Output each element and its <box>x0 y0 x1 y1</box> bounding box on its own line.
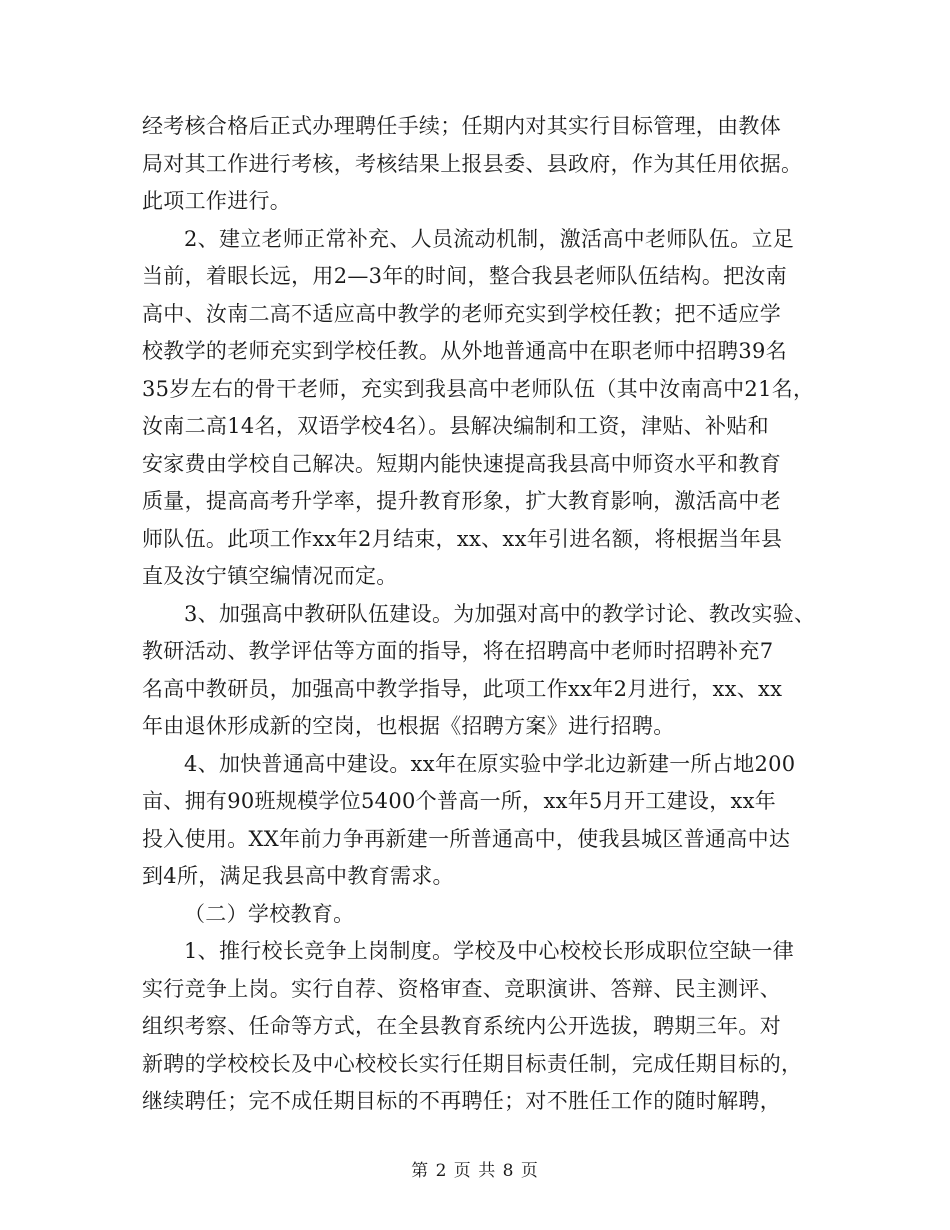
text-line: 1、推行校长竞争上岗制度。学校及中心校校长形成职位空缺一律 <box>184 939 795 963</box>
text-line: 投入使用。XX年前力争再新建一所普通高中，使我县城区普通高中达 <box>142 826 791 851</box>
text-line: 经考核合格后正式办理聘任手续；任期内对其实行目标管理，由教体 <box>142 114 781 138</box>
text-line: 到4所，满足我县高中教育需求。 <box>142 864 454 888</box>
text-line: 汝南二高14名，双语学校4名）。县解决编制和工资，津贴、补贴和 <box>142 414 769 438</box>
text-line: 35岁左右的骨干老师，充实到我县高中老师队伍（其中汝南高中21名， <box>142 376 815 401</box>
text-line: 3、加强高中教研队伍建设。为加强对高中的教学讨论、教改实验、 <box>184 601 816 626</box>
document-body <box>142 108 822 1121</box>
text-line: 当前，着眼长远，用2—3年的时间，整合我县老师队伍结构。把汝南 <box>142 264 788 288</box>
text-line: 4、加快普通高中建设。xx年在原实验中学北边新建一所占地200 <box>184 751 796 776</box>
text-line: 质量，提高高考升学率，提升教育形象，扩大教育影响，激活高中老 <box>142 489 781 513</box>
text-line: 局对其工作进行考核，考核结果上报县委、县政府，作为其任用依据。 <box>142 151 803 176</box>
text-line: 此项工作进行。 <box>142 189 292 213</box>
text-line: 2、建立老师正常补充、人员流动机制，激活高中老师队伍。立足 <box>184 226 795 251</box>
text-line: 实行竞争上岗。实行自荐、资格审查、竞职演讲、答辩、民主测评、 <box>142 976 781 1001</box>
text-line: 亩、拥有90班规模学位5400个普高一所，xx年5月开工建设，xx年 <box>142 789 777 813</box>
text-line: 校教学的老师充实到学校任教。从外地普通高中在职老师中招聘39名 <box>142 339 788 363</box>
text-line: 组织考察、任命等方式，在全县教育系统内公开选拔，聘期三年。对 <box>142 1014 781 1038</box>
text-line: 教研活动、教学评估等方面的指导，将在招聘高中老师时招聘补充7 <box>142 639 774 663</box>
text-line: 继续聘任；完不成任期目标的不再聘任；对不胜任工作的随时解聘， <box>142 1089 781 1113</box>
text-line: 年由退休形成新的空岗，也根据《招聘方案》进行招聘。 <box>142 714 675 738</box>
text-line: 安家费由学校自己解决。短期内能快速提高我县高中师资水平和教育 <box>142 451 781 476</box>
text-line: （二）学校教育。 <box>184 901 355 926</box>
text-line: 高中、汝南二高不适应高中教学的老师充实到学校任教；把不适应学 <box>142 301 781 326</box>
text-line: 名高中教研员，加强高中教学指导，此项工作xx年2月进行，xx、xx <box>142 676 783 701</box>
text-line: 新聘的学校校长及中心校校长实行任期目标责任制，完成任期目标的， <box>142 1051 803 1076</box>
text-line: 师队伍。此项工作xx年2月结束，xx、xx年引进名额，将根据当年县 <box>142 526 783 551</box>
text-line: 直及汝宁镇空编情况而定。 <box>142 564 398 588</box>
page-footer: 第 2 页 共 8 页 <box>411 1161 539 1181</box>
